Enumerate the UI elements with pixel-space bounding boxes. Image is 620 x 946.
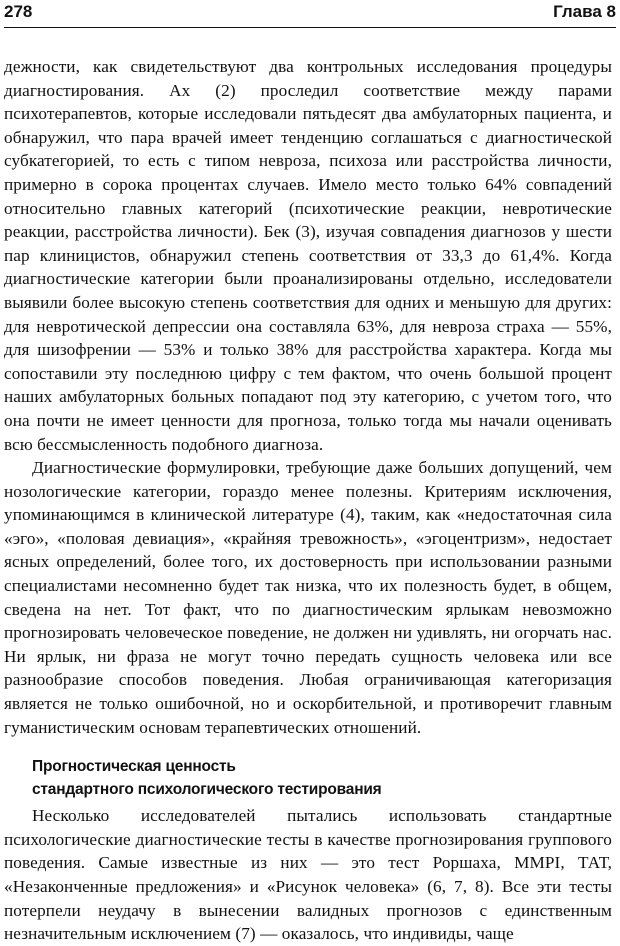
section-heading-line: Прогностическая ценность: [32, 758, 236, 776]
paragraph: Диагностические формулировки, требующие даже больших допущений, чем нозологические категории, гораздо менее полезны. Критериям исключения, упоминающимся в клинической литературе (4), таким, как «недостаточная сила «эго», «половая девиация», «крайняя тревожность», «эгоцентризм», недостает ясных определений, более того, их достоверность при использовании разными специалистами несомненно будет так низка, что их полезность будет, в общем, сведена на нет. Тот факт, что по диагностическим ярлыкам невозможно прогнозировать человеческое поведение, не должен ни удивлять, ни огорчать нас. Ни ярлык, ни фраза не могут точно передать сущность человека или все разнообразие способов поведения. Любая ограничивающая категоризация является не только ошибочной, но и оскорбительной, и противоречит главным гуманистическим основам терапевтических отношений.: [4, 458, 612, 737]
section-heading-line: стандартного психологического тестирования: [32, 781, 382, 799]
paragraph: Несколько исследователей пытались использовать стандартные психологические диагностические тесты в качестве прогнозирования группового поведения. Самые известные из них — это тест Роршаха, MMPI, ТАТ, «Незаконченные предложения» и «Рисунок человека» (6, 7, 8). Все эти тесты потерпели неудачу в вынесении валидных прогнозов с единственным незначительным исключением (7) — оказалось, что индивиды, чаще: [4, 806, 612, 944]
header-rule: [4, 27, 616, 28]
chapter-title: Глава 8: [553, 2, 616, 21]
page-number: 278: [4, 2, 33, 21]
section-heading: [4, 755, 612, 801]
running-header: [4, 0, 616, 26]
body-text: [4, 55, 612, 946]
paragraph-continued: дежности, как свидетельствуют два контрольных исследования процедуры диагностирования. Ах (2) проследил соответствие между парами психотерапевтов, которые исследовали пятьдесят два амбулаторных пациента, и обнаружил, что пара врачей имеет тенденцию соглашаться с диагностической субкатегорией, то есть с типом невроза, психоза или расстройства личности, примерно в сорока процентах случаев. Имело место только 64% совпадений относительно главных категорий (психотические реакции, невротические реакции, расстройства личности). Бек (3), изучая совпадения диагнозов у шести пар клиницистов, обнаружил степень соответствия от 33,3 до 61,4%. Когда диагностические категории были проанализированы отдельно, исследователи выявили более высокую степень соответствия для одних и меньшую для других: для невротической депрессии она составляла 63%, для невроза страха — 55%, для шизофрении — 53% и только 38% для расстройства характера. Когда мы сопоставили эту последнюю цифру с тем фактом, что очень большой процент наших амбулаторных больных попадают под эту категорию, с учетом того, что она почти не имеет ценности для прогноза, только тогда мы начали оценивать всю бессмысленность подобного диагноза.: [4, 57, 612, 454]
